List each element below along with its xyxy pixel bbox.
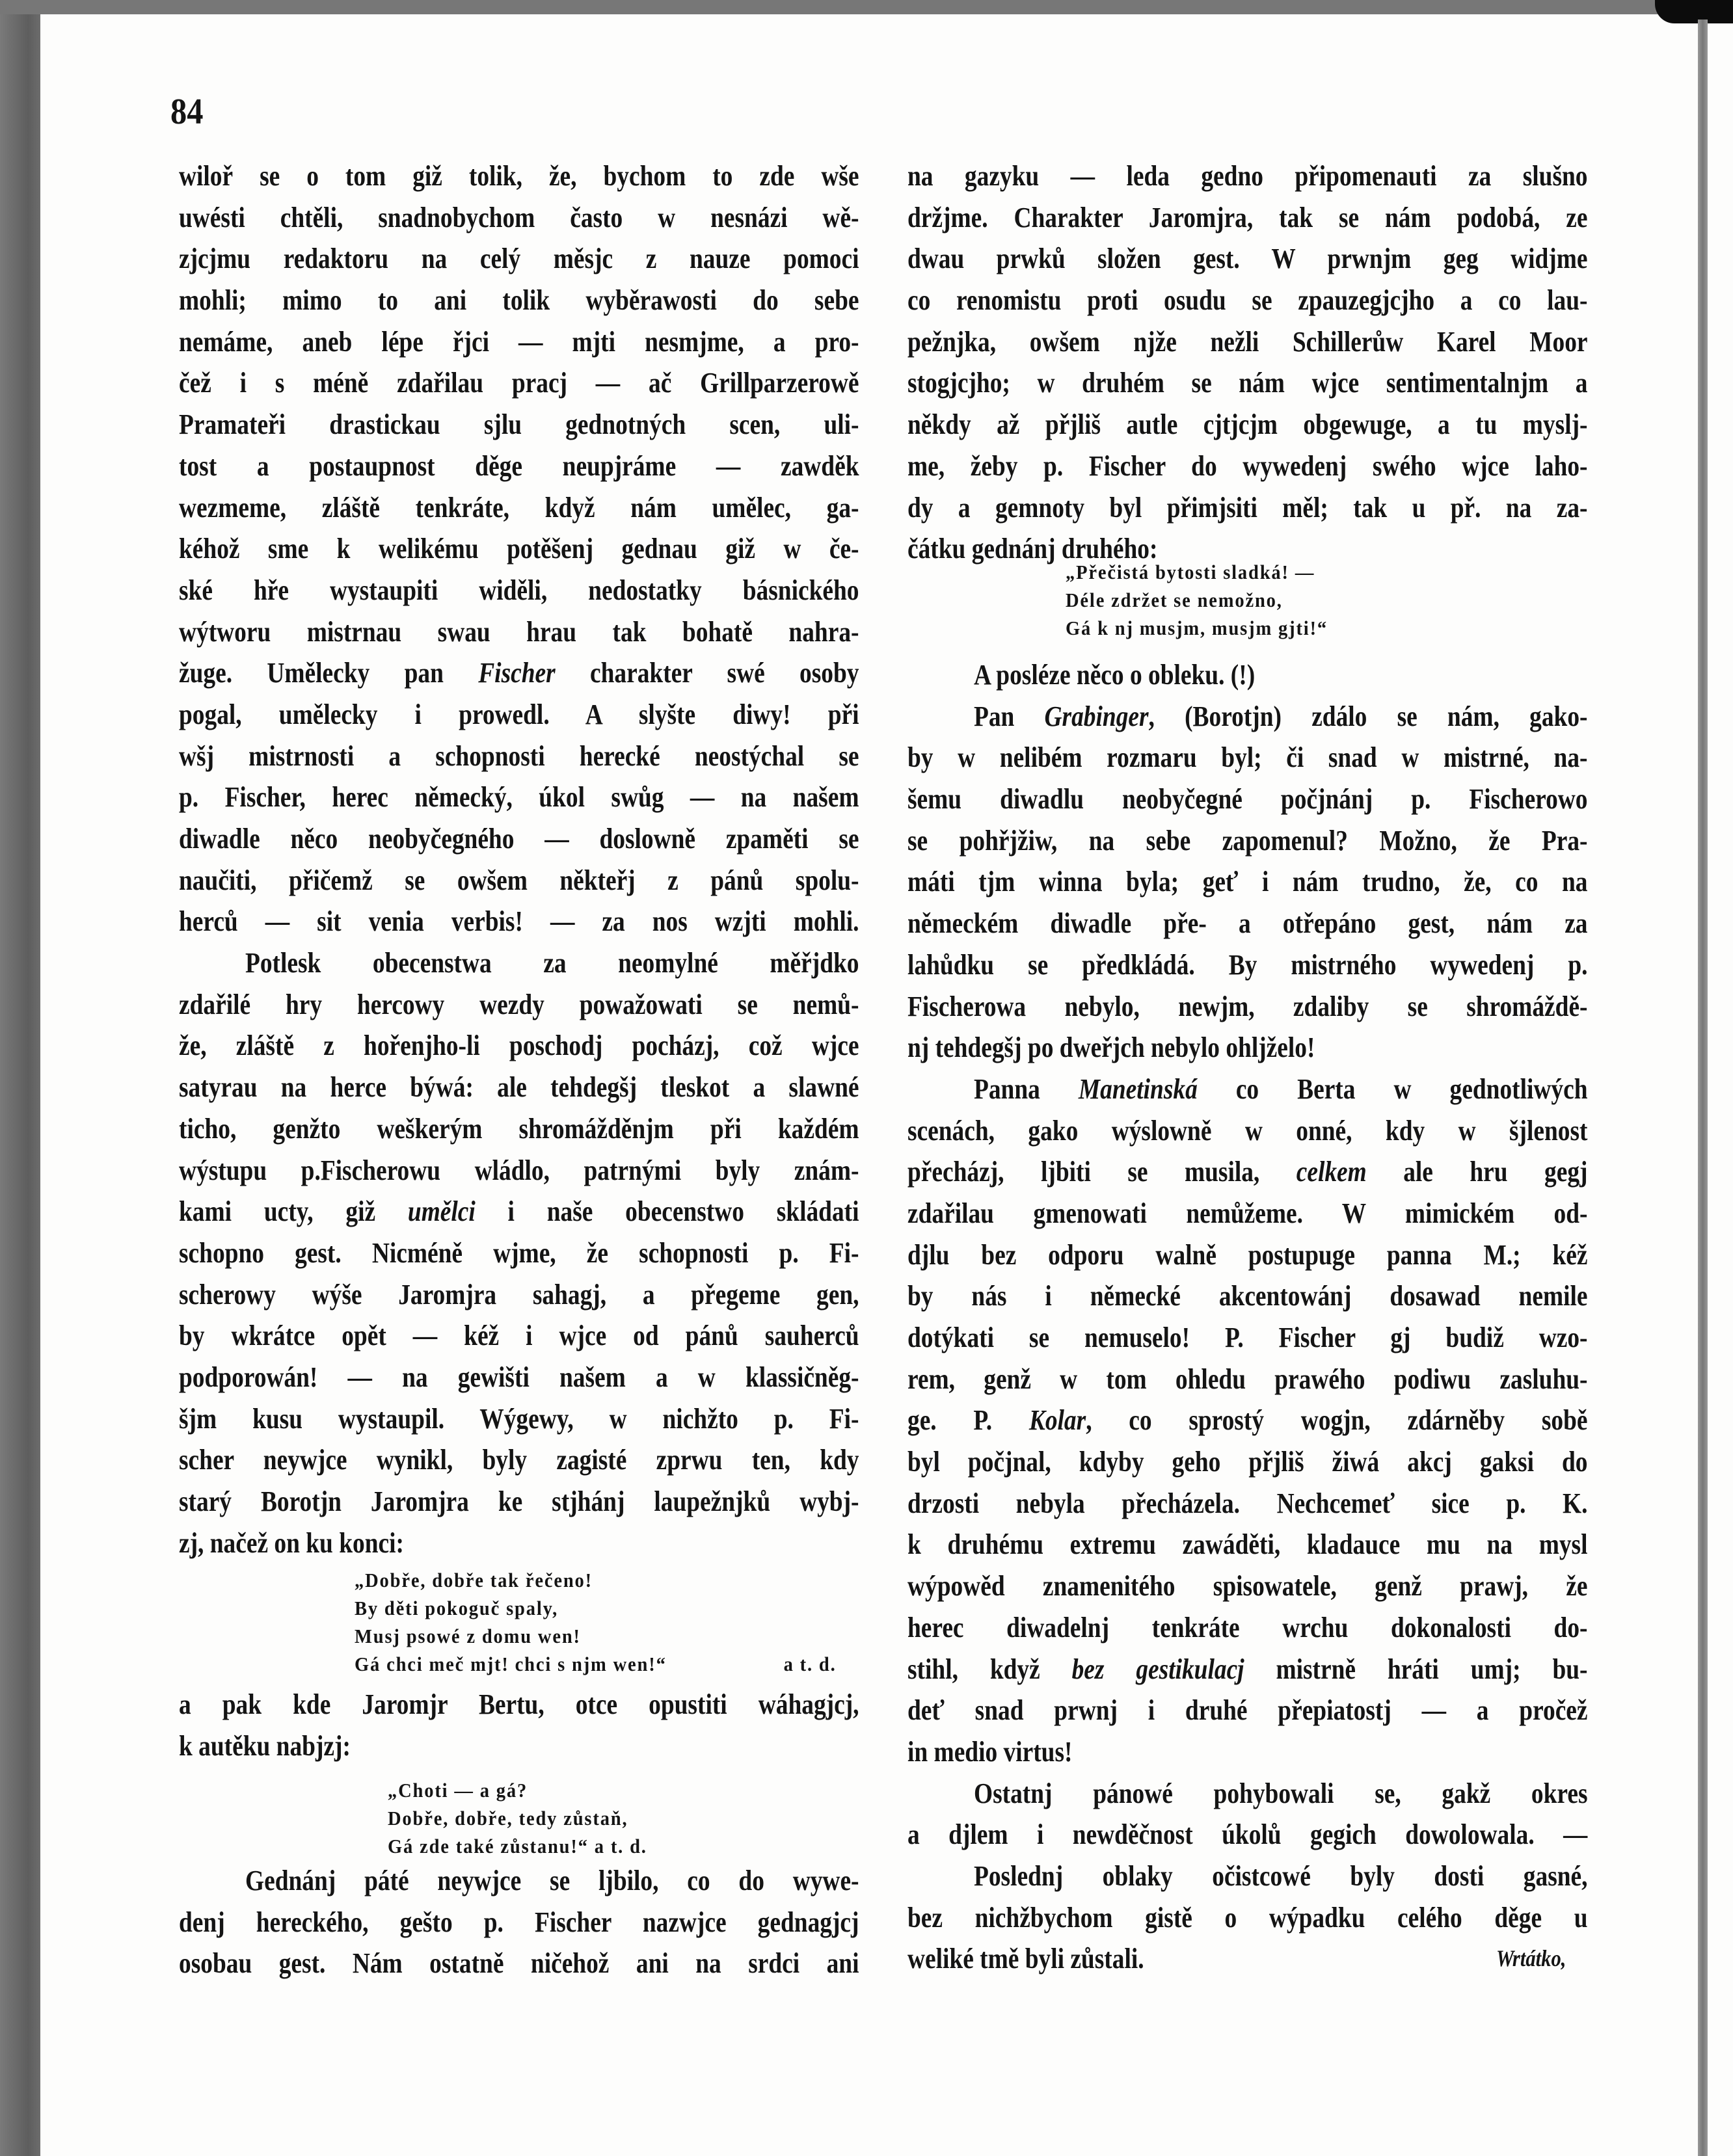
left-column-text-3	[179, 1860, 979, 1984]
text-line: někdy až přjliš autle cjtjcjm obgewuge, a tu myslj-	[907, 408, 1588, 441]
text-line	[907, 1069, 1588, 1110]
verse-segment: Gá chci meč mjt! chci s njm wen!“	[355, 1653, 667, 1675]
text-segment: mistrně hráti umj; bu-	[1244, 1653, 1588, 1685]
text-line: stogjcjho; w druhém se nám wjce sentimentalnjm a	[907, 367, 1588, 399]
verse-line: By děti pokoguč spaly,	[355, 1597, 559, 1619]
text-line: me, žeby p. Fischer do wywedenj swého wjce laho-	[907, 449, 1588, 482]
left-column-text-2	[179, 1684, 979, 1766]
text-line: pežnjka, owšem njže nežli Schillerůw Karel Moor	[907, 325, 1588, 358]
text-line: mohli; mimo to ani tolik wyběrawosti do sebe	[179, 284, 859, 317]
italic-name: Kolar	[1028, 1404, 1086, 1437]
italic-name: Grabinger	[1044, 700, 1149, 732]
left-verse-quote-1	[355, 1566, 878, 1678]
verse-line: Musj psowé z domu wen!	[355, 1625, 581, 1647]
scan-border-top	[0, 0, 1665, 14]
text-line: se pohřjžiw, na sebe zapomenul? Možno, že Pra-	[907, 824, 1588, 857]
text-line: zdařilé hry hercowy wezdy powažowati se nemů-	[179, 988, 859, 1020]
text-line: wýpowěd znamenitého spisowatele, genž prawj, že	[907, 1570, 1588, 1603]
italic-name: bez gestikulacj	[1071, 1653, 1244, 1685]
text-line: wýstupu p.Fischerowu wládlo, patrnými byly znám-	[179, 1154, 859, 1186]
text-line: německém diwadle pře- a otřepáno gest, nám za	[907, 907, 1588, 940]
text-line: nemáme, aneb lépe řjci — mjti nesmjme, a pro-	[179, 325, 859, 358]
text-line: máti tjm winna byla; geť i nám trudno, že, co na	[907, 866, 1588, 898]
text-line: weliké tmě byli zůstali.	[907, 1943, 1144, 1975]
left-verse-quote-2	[388, 1776, 669, 1860]
text-segment: i naše obecenstwo skládati	[475, 1195, 859, 1228]
text-line	[907, 1151, 1588, 1193]
text-line: wšj mistrnosti a schopnosti herecké neostýchal se	[179, 739, 859, 772]
text-line: a djlem i newděčnost úkolů gegich dowolowala. —	[907, 1818, 1588, 1851]
text-line: wezmeme, zláště tenkráte, když nám umělec, ga-	[179, 491, 859, 524]
text-line: diwadle něco neobyčegného — doslowně zpaměti se	[179, 823, 859, 855]
text-line: by w nelibém rozmaru byl; či snad w mistrné, na-	[907, 741, 1588, 774]
italic-name: Fischer	[478, 657, 556, 689]
text-line: Gednánj páté neywjce se ljbilo, co do wywe-	[245, 1865, 859, 1896]
text-segment: Pan	[974, 700, 1045, 732]
author-signature: Wrtátko,	[1496, 1945, 1566, 1971]
text-line: ticho, genžto weškerým shromážděnjm při každém	[179, 1112, 859, 1145]
text-line: denj hereckého, gešto p. Fischer nazwjce gednagjcj	[179, 1906, 859, 1938]
text-line: dotýkati se nemuselo! P. Fischer gj budiž wzo-	[907, 1322, 1588, 1353]
right-verse-quote	[1066, 558, 1350, 642]
text-line: schopno gest. Nicméně wjme, že schopnosti p. Fi-	[179, 1236, 859, 1269]
text-line	[179, 652, 859, 694]
text-line: lahůdku se předkládá. By mistrného wywedenj p.	[907, 948, 1588, 981]
verse-line	[355, 1650, 837, 1678]
text-line: wiloř se o tom giž tolik, že, bychom to zde wše	[179, 160, 859, 192]
verse-line: Gá k nj musjm, musjm gjti!“	[1066, 617, 1328, 639]
text-line: čež i s méně zdařilau pracj — ač Grillparzerowě	[179, 367, 859, 399]
text-line: naučiti, přičemž se owšem někteřj z pánů spolu-	[179, 864, 859, 896]
text-line: herců — sit venia verbis! — za nos wzjti mohli.	[179, 905, 859, 938]
text-line: nj tehdegšj po dweřjch nebylo ohljželo!	[907, 1031, 1315, 1064]
text-line: Poslednj oblaky očistcowé byly dosti gasné,	[974, 1859, 1588, 1892]
text-line: herec diwadelnj tenkráte wrchu dokonalosti do-	[907, 1611, 1588, 1644]
text-line: A posléze něco o obleku. (!)	[974, 659, 1256, 691]
text-line: in medio virtus!	[907, 1735, 1073, 1768]
text-line: byl počjnal, kdyby geho přjliš žiwá akcj gaksi do	[907, 1446, 1588, 1478]
text-line: zjcjmu redaktoru na celý měsjc z nauze pomoci	[179, 243, 859, 275]
text-line	[179, 1191, 859, 1232]
text-line: čátku gednánj druhého:	[907, 533, 1158, 565]
text-segment: charakter swé osoby	[555, 657, 859, 689]
text-line: podporowán! — na gewišti našem a w klassičněg-	[179, 1361, 859, 1393]
text-line: by nás i německé akcentowánj dosawad nemile	[907, 1280, 1588, 1312]
right-column-text	[907, 155, 1708, 570]
text-line: satyrau na herce býwá: ale tehdegšj tleskot a slawné	[179, 1071, 859, 1104]
text-line: zj, načež on ku konci:	[179, 1526, 404, 1559]
text-line: ské hře wystaupiti widěli, nedostatky básnického	[179, 574, 859, 606]
verse-segment: a t. d.	[783, 1653, 837, 1675]
text-line: scenách, gako wýslowně w onné, kdy w šjlenost	[907, 1114, 1588, 1147]
text-line: uwésti chtěli, snadnobychom často w nesnázi wě-	[179, 201, 859, 233]
text-line: scher neywjce wynikl, byly zagisté zprwu ten, kdy	[179, 1444, 859, 1476]
text-line: že, zláště z hořenjho-li poschodj pocházj, což wjce	[179, 1030, 859, 1062]
text-segment: kami ucty, giž	[179, 1195, 408, 1228]
text-segment: ge. P.	[907, 1404, 1029, 1437]
text-segment: přecházj, ljbiti se musila,	[907, 1156, 1296, 1188]
text-line: šemu diwadlu neobyčegné počjnánj p. Fischerowo	[907, 783, 1588, 816]
verse-line: „Přečistá bytosti sladká! —	[1066, 561, 1315, 583]
text-line: deť snad prwnj i druhé přepiatostj — a pročež	[907, 1694, 1588, 1727]
italic-name: Manetinská	[1078, 1072, 1198, 1105]
scan-corner-mark	[1655, 0, 1733, 23]
text-line: držjme. Charakter Jaromjra, tak se nám podobá, ze	[907, 201, 1588, 233]
text-line: osobau gest. Nám ostatně ničehož ani na srdci ani	[179, 1947, 859, 1980]
text-line: djlu bez odporu walně postupuge panna M.; kéž	[907, 1238, 1588, 1271]
verse-line: Déle zdržet se nemožno,	[1066, 589, 1283, 611]
italic-name: celkem	[1296, 1156, 1367, 1188]
text-line	[907, 696, 1588, 738]
text-line: Pramateři drastickau sjlu gednotných scen, uli-	[179, 408, 859, 441]
text-line: p. Fischer, herec německý, úkol swůg — na našem	[179, 781, 859, 814]
text-line: kéhož sme k welikému potěšenj gednau giž w če-	[179, 533, 859, 565]
text-segment: Panna	[974, 1072, 1079, 1105]
text-line: rem, genž w tom ohledu prawého podiwu zasluhu-	[907, 1363, 1588, 1395]
left-column-text	[179, 155, 979, 1564]
text-line	[907, 1649, 1588, 1690]
text-segment: ale hru gegj	[1366, 1156, 1588, 1188]
text-segment: , co sprostý wogjn, zdárněby sobě	[1086, 1404, 1588, 1437]
text-line	[907, 1400, 1588, 1441]
text-line: drzosti nebyla přecházela. Nechcemeť sice p. K.	[907, 1487, 1588, 1519]
verse-line: „Choti — a gá?	[388, 1779, 528, 1802]
text-line: Potlesk obecenstwa za neomylné měřjdko	[245, 947, 859, 979]
text-line: by wkrátce opět — kéž i wjce od pánů sauherců	[179, 1320, 859, 1352]
text-line: wýtworu mistrnau swau hrau tak bohatě nahra-	[179, 615, 859, 648]
italic-name: umělci	[407, 1195, 476, 1228]
text-line: scherowy wýše Jaromjra sahagj, a přegeme gen,	[179, 1278, 859, 1311]
text-line: Ostatnj pánowé pohybowali se, gakž okres	[974, 1777, 1588, 1809]
text-line: pogal, umělecky i prowedl. A slyšte diwy! při	[179, 698, 859, 730]
scan-border-left	[0, 0, 40, 2156]
verse-line: Gá zde také zůstanu!“ a t. d.	[388, 1835, 647, 1857]
text-line: tost a postaupnost děge neupjráme — zawděk	[179, 449, 859, 482]
text-line: co renomistu proti osudu se zpauzegjcjho a co lau-	[907, 284, 1588, 317]
right-column-text-2	[907, 654, 1708, 1980]
text-line: dwau prwků složen gest. W prwnjm geg widjme	[907, 243, 1588, 275]
text-segment: stihl, když	[907, 1653, 1072, 1685]
text-line: bez nichžbychom gistě o wýpadku celého děge u	[907, 1901, 1588, 1934]
text-line: starý Borotjn Jaromjra ke stjhánj laupežnjků wybj-	[179, 1485, 859, 1517]
text-line: k autěku nabjzj:	[179, 1729, 351, 1762]
text-line: zdařilau gmenowati nemůžeme. W mimickém od-	[907, 1197, 1588, 1229]
text-line: dy a gemnoty byl přimjsiti měl; tak u př. na za-	[907, 491, 1588, 524]
text-segment: žuge. Umělecky pan	[179, 657, 479, 689]
text-segment: co Berta w gednotliwých	[1197, 1072, 1588, 1105]
text-line: na gazyku — leda gedno připomenauti za slušno	[907, 160, 1588, 192]
text-line: Fischerowa nebylo, newjm, zdaliby se shromáždě-	[907, 990, 1588, 1022]
verse-line: Dobře, dobře, tedy zůstaň,	[388, 1807, 628, 1830]
text-segment: , (Borotjn) zdálo se nám, gako-	[1148, 700, 1588, 732]
verse-line: „Dobře, dobře tak řečeno!	[355, 1569, 593, 1591]
text-line: šjm kusu wystaupil. Wýgewy, w nichžto p. Fi-	[179, 1402, 859, 1435]
text-line: k druhému extremu zawáděti, kladauce mu na mysl	[907, 1528, 1588, 1561]
page-number: 84	[170, 92, 204, 132]
text-line: a pak kde Jaromjr Bertu, otce opustiti wáhagjcj,	[179, 1688, 859, 1720]
